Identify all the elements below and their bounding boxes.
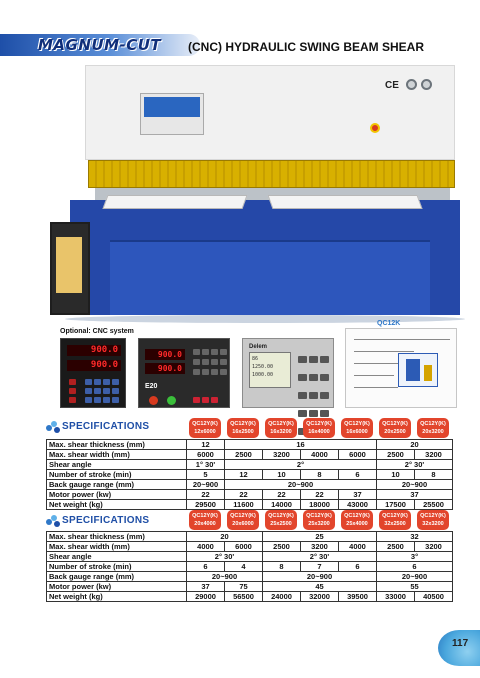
spec-heading-1 [46,418,176,436]
model-badge: QC12Y(K) 25x4000 [341,510,373,530]
spec-value: 20 [377,440,453,450]
lcd-line: 1000.00 [252,372,274,378]
model-badge: QC12Y(K) 16x4000 [303,418,335,438]
spec-value: 4 [225,562,263,572]
spec-value: 3° [377,552,453,562]
spec-label: Back gauge range (mm) [47,480,187,490]
page-title: (CNC) HYDRAULIC SWING BEAM SHEAR [188,40,424,54]
spec-title: SPECIFICATIONS [62,515,150,526]
controller-model-label: E20 [145,383,158,390]
delem-lcd [249,352,291,388]
spec-value: 3200 [415,450,453,460]
swing-beam [88,160,455,188]
spec-value: 7 [301,562,339,572]
spec-value: 4000 [301,450,339,460]
spec-value: 8 [415,470,453,480]
model-badge: QC12Y(K) 32x3200 [417,510,449,530]
qc12k-label: QC12K [377,320,401,327]
spec-label: Shear angle [47,552,187,562]
spec-value: 6 [187,562,225,572]
spec-value: 8 [263,562,301,572]
model-badge: QC12Y(K) 16x6000 [341,418,373,438]
model-badge: QC12Y(K) 20x3200 [417,418,449,438]
spec-label: Number of stroke (min) [47,470,187,480]
qc12k-diagram [345,328,457,408]
machine-photo [40,65,460,325]
foot-pedal [56,237,82,293]
cnc-controller-delem [242,338,334,408]
brand-logo: MAGNUM-CUT [38,36,162,54]
spec-value: 2500 [377,542,415,552]
spec-value: 12 [225,470,263,480]
spec-value: 22 [301,490,339,500]
model-badge: QC12Y(K) 32x2500 [379,510,411,530]
spec-value: 37 [377,490,453,500]
cnc-display-2: 900.0 [67,360,121,371]
table-row [47,450,453,460]
table-row [47,572,453,582]
spec-value: 43000 [339,500,377,510]
pressure-gauge-icon [406,79,417,90]
spec-table-2 [46,531,453,602]
spec-value: 16 [225,440,377,450]
spec-value: 2° 30' [377,460,453,470]
spec-value: 12 [187,440,225,450]
spec-value: 22 [187,490,225,500]
table-row [47,470,453,480]
work-table-right [267,195,422,209]
spec-label: Shear angle [47,460,187,470]
spec-value: 20~900 [225,480,377,490]
model-badge: QC12Y(K) 16x3200 [265,418,297,438]
spec-heading-2 [46,512,176,530]
spec-label: Max. shear thickness (mm) [47,532,187,542]
spec-value: 45 [263,582,377,592]
spec-value: 22 [225,490,263,500]
delem-keypad [297,351,331,405]
spec-value: 40500 [415,592,453,602]
spec-label: Net weight (kg) [47,592,187,602]
spec-value: 20~900 [377,480,453,490]
lcd-line: 1250.00 [252,364,274,370]
table-row [47,582,453,592]
spec-value: 6 [339,470,377,480]
spec-value: 2500 [225,450,263,460]
spec-value: 75 [225,582,263,592]
table-row [47,490,453,500]
model-badge: QC12Y(K) 16x2500 [227,418,259,438]
spec-label: Back gauge range (mm) [47,572,187,582]
table-row [47,592,453,602]
spec-value: 3200 [301,542,339,552]
spec-value: 32 [377,532,453,542]
spec-value: 6 [377,562,453,572]
spec-value: 14000 [263,500,301,510]
spec-value: 24000 [263,592,301,602]
model-badge: QC12Y(K) 20x2500 [379,418,411,438]
spec-value: 22 [263,490,301,500]
spec-value: 32000 [301,592,339,602]
spec-value: 56500 [225,592,263,602]
specifications-icon [46,515,60,527]
spec-value: 2500 [263,542,301,552]
spec-value: 29500 [187,500,225,510]
lcd-line: 86 [252,356,259,362]
table-row [47,562,453,572]
spec-value: 5 [187,470,225,480]
model-badge: QC12Y(K) 20x4000 [189,510,221,530]
cnc2-display-1: 900.0 [145,349,185,360]
spec-label: Max. shear width (mm) [47,542,187,552]
spec-value: 8 [301,470,339,480]
spec-value: 1° 30' [187,460,225,470]
spec-value: 6000 [339,450,377,460]
spec-value: 18000 [301,500,339,510]
start-button-icon [167,396,176,405]
table-row [47,440,453,450]
spec-value: 25500 [415,500,453,510]
spec-value: 6000 [187,450,225,460]
spec-value: 39500 [339,592,377,602]
delem-logo: Delem [249,344,268,350]
model-badge: QC12Y(K) 20x6000 [227,510,259,530]
table-row [47,500,453,510]
spec-value: 10 [263,470,301,480]
table-row [47,542,453,552]
spec-value: 20 [187,532,263,542]
cnc-display-1: 900.0 [67,345,121,356]
machine-base [110,240,430,315]
spec-label: Max. shear width (mm) [47,450,187,460]
spec-value: 20~900 [187,480,225,490]
spec-value: 29000 [187,592,225,602]
spec-value: 33000 [377,592,415,602]
spec-value: 17500 [377,500,415,510]
spec-value: 2500 [377,450,415,460]
cnc-caption: Optional: CNC system [60,328,134,335]
model-badge: QC12Y(K) 12x6000 [189,418,221,438]
spec-value: 20~900 [263,572,377,582]
model-badge: QC12Y(K) 25x3200 [303,510,335,530]
spec-value: 10 [377,470,415,480]
spec-value: 11600 [225,500,263,510]
model-badge: QC12Y(K) 25x2500 [265,510,297,530]
cnc2-display-2: 900.0 [145,363,185,374]
spec-title: SPECIFICATIONS [62,421,150,432]
spec-label: Number of stroke (min) [47,562,187,572]
cnc-controller-1 [60,338,126,408]
table-row [47,532,453,542]
spec-label: Motor power (kw) [47,490,187,500]
spec-value: 2° 30' [187,552,263,562]
machine-shadow [65,315,465,323]
spec-value: 3200 [263,450,301,460]
pressure-gauge-icon [421,79,432,90]
stop-button-icon [149,396,158,405]
specifications-icon [46,421,60,433]
spec-value: 6000 [225,542,263,552]
work-table-left [102,195,247,209]
spec-value: 37 [339,490,377,500]
ce-mark: CE [385,80,399,91]
spec-value: 4000 [187,542,225,552]
spec-table-1 [46,439,453,510]
spec-value: 20~900 [187,572,263,582]
table-row [47,552,453,562]
spec-value: 4000 [339,542,377,552]
page-number: 117 [452,638,469,649]
spec-value: 3200 [415,542,453,552]
spec-value: 25 [263,532,377,542]
spec-label: Max. shear thickness (mm) [47,440,187,450]
emergency-stop-icon [370,123,380,133]
table-row [47,460,453,470]
spec-value: 2° [225,460,377,470]
spec-value: 6 [339,562,377,572]
spec-label: Net weight (kg) [47,500,187,510]
control-panel-screen [144,97,200,117]
spec-value: 37 [187,582,225,592]
spec-label: Motor power (kw) [47,582,187,592]
table-row [47,480,453,490]
cnc-controller-2 [138,338,230,408]
spec-value: 20~900 [377,572,453,582]
spec-value: 55 [377,582,453,592]
spec-value: 2° 30' [263,552,377,562]
